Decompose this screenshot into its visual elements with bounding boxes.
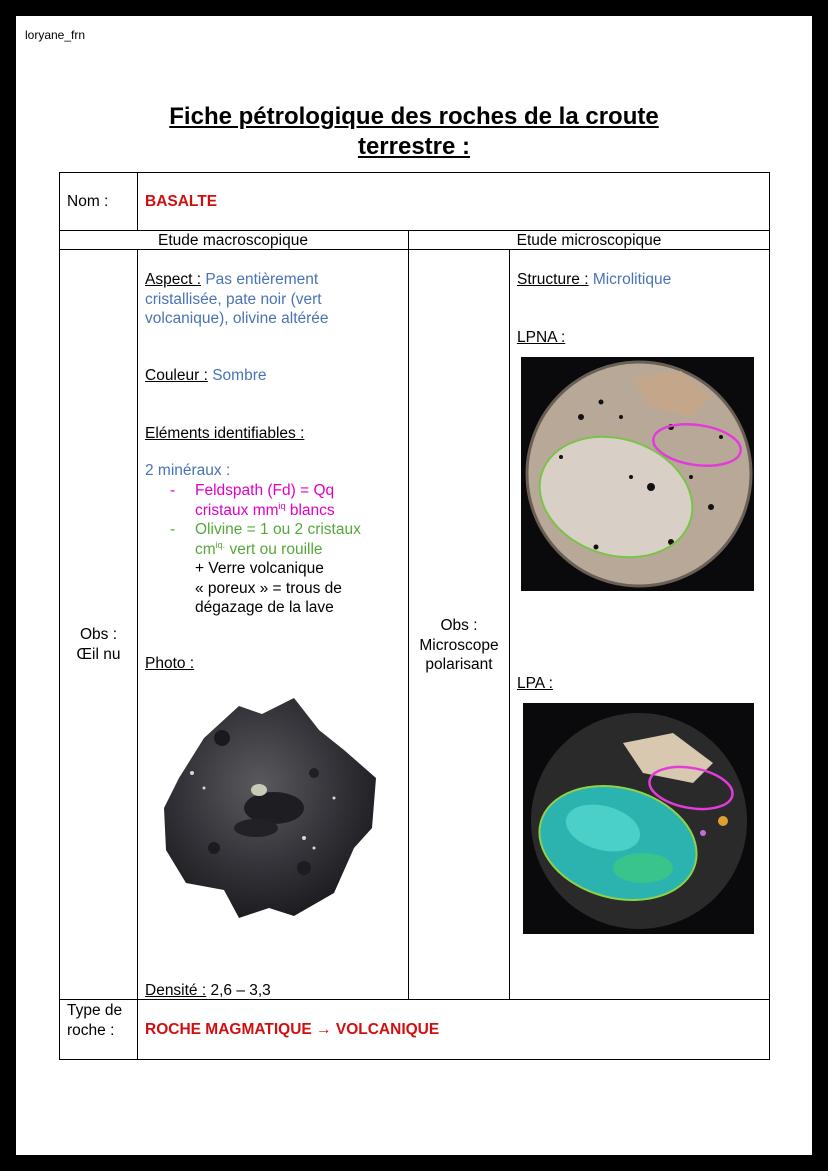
list-dash: - <box>170 482 176 499</box>
structure-block <box>517 270 671 290</box>
table-line <box>137 249 138 1060</box>
type-label-line1: Type de <box>67 1002 123 1019</box>
elements-intro: 2 minéraux : <box>145 462 231 479</box>
olivine-item <box>170 520 400 618</box>
olivine-text-c: vert ou rouille <box>225 540 323 558</box>
basalt-rock-photo <box>144 678 396 936</box>
structure-label: Structure : <box>517 271 589 288</box>
table-line <box>509 249 510 1000</box>
couleur-label: Couleur : <box>145 367 208 384</box>
feldspath-sup: iq <box>278 500 286 511</box>
title-line-1: Fiche pétrologique des roches de la croute <box>169 103 659 130</box>
lpa-label: LPA : <box>517 675 553 692</box>
type-value: ROCHE MAGMATIQUE → VOLCANIQUE <box>145 1021 440 1038</box>
obs-macro <box>60 625 137 664</box>
lpa-micrograph <box>523 703 754 934</box>
feldspath-text-c: blancs <box>285 501 335 519</box>
densite-value: 2,6 – 3,3 <box>206 982 271 999</box>
table-border-left <box>59 172 60 1060</box>
verre-line3: dégazage de la lave <box>195 599 334 616</box>
lpna-label: LPNA : <box>517 329 566 346</box>
obs-micro-line2: Microscope <box>419 636 499 654</box>
table-line <box>408 230 409 1000</box>
page-title <box>16 102 812 162</box>
header-macro: Etude macroscopique <box>158 232 308 249</box>
header-micro: Etude microscopique <box>516 232 662 249</box>
nom-value: BASALTE <box>145 193 218 210</box>
nom-label: Nom : <box>67 193 109 210</box>
aspect-block <box>145 270 385 329</box>
feldspath-item <box>170 481 395 520</box>
couleur-value: Sombre <box>212 367 267 384</box>
structure-value: Microlitique <box>592 271 672 288</box>
elements-label: Eléments identifiables : <box>145 425 305 442</box>
aspect-value: Pas entièrement cristallisée, pate noir (vert volcanique), olivine altérée <box>145 271 329 327</box>
olivine-line1: Olivine = 1 ou 2 cristaux <box>195 521 361 538</box>
verre-line2: « poreux » = trous de <box>195 579 342 597</box>
author-handle: loryane_frn <box>25 28 86 42</box>
olivine-sup: iq. <box>215 539 226 550</box>
type-label-line2: roche : <box>67 1021 115 1039</box>
obs-micro-line3: polarisant <box>425 656 493 673</box>
obs-macro-line1: Obs : <box>79 626 118 643</box>
obs-micro <box>409 616 509 675</box>
list-dash: - <box>170 521 176 538</box>
verre-line1: + Verre volcanique <box>195 560 324 577</box>
densite-block <box>145 981 271 1001</box>
table-border-top <box>59 172 770 173</box>
lpna-micrograph <box>521 357 754 591</box>
title-line-2: terrestre : <box>357 133 471 160</box>
feldspath-text-b: cristaux mm <box>195 501 279 519</box>
type-label <box>67 1001 122 1040</box>
feldspath-line2 <box>195 501 395 521</box>
table-line <box>137 172 138 231</box>
olivine-line2 <box>195 540 400 560</box>
obs-macro-line2: Œil nu <box>76 645 121 663</box>
table-border-bottom <box>59 1059 770 1060</box>
aspect-label: Aspect : <box>145 271 201 288</box>
feldspath-line1: Feldspath (Fd) = Qq <box>195 482 335 499</box>
couleur-block <box>145 366 267 386</box>
olivine-text-b: cm <box>195 540 216 558</box>
table-border-right <box>769 172 770 1060</box>
obs-micro-line1: Obs : <box>440 617 478 634</box>
document-page <box>16 16 812 1155</box>
densite-label: Densité : <box>145 982 207 999</box>
photo-label: Photo : <box>145 655 195 672</box>
